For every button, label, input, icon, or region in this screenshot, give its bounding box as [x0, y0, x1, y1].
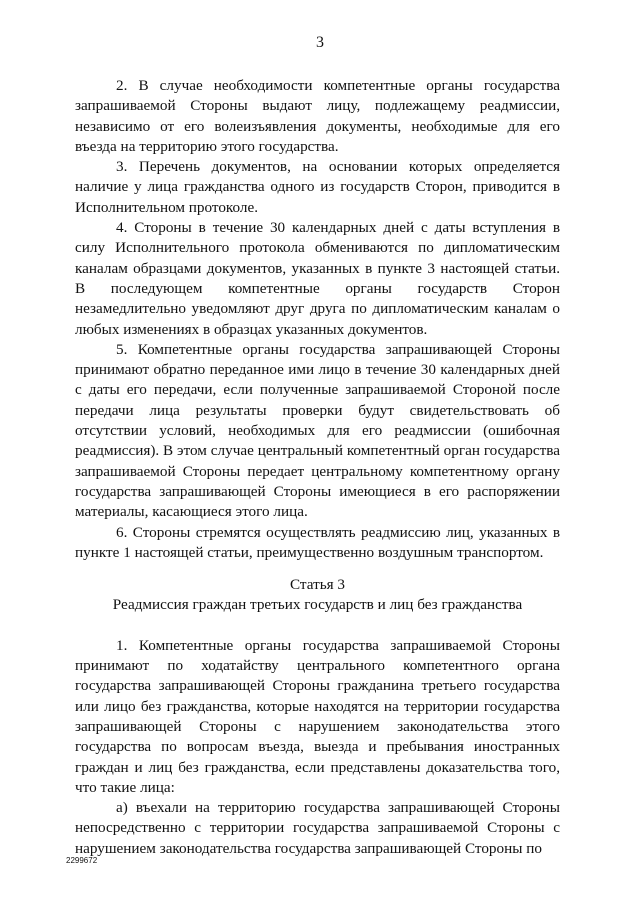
document-body: [75, 76, 560, 859]
article3-paragraph-1: 1. Компетентные органы государства запрашиваемой Стороны принимают по ходатайству центрального компетентного органа государства запрашивающей Стороны гражданина третьего государства или лицо без гражданства, которые находятся на территории государства запрашивающей Стороны с нарушением законодательства этого государства по вопросам въезда, выезда и пребывания иностранных граждан и лиц без гражданства, если представлены доказательства того, что такие лица:: [75, 636, 560, 796]
article3-title: Реадмиссия граждан третьих государств и лиц без гражданства: [112, 596, 523, 614]
article2-paragraph-4: 4. Стороны в течение 30 календарных дней с даты вступления в силу Исполнительного протокола обмениваются по дипломатическим каналам образцами документов, указанных в пункте 3 настоящей статьи. В последующем компетентные органы государств Сторон незамедлительно уведомляют друг друга по дипломатическим каналам о любых изменениях в образцах указанных документов.: [75, 219, 560, 338]
page-number: 3: [316, 34, 324, 51]
article3-heading: Статья 3: [289, 576, 346, 594]
article2-paragraph-3: 3. Перечень документов, на основании которых определяется наличие у лица гражданства одного из государств Сторон, приводится в Исполнительном протоколе.: [75, 158, 560, 216]
document-code: 2299672: [66, 856, 98, 865]
article3-subparagraph-a: а) въехали на территорию государства запрашивающей Стороны непосредственно с территории государства запрашиваемой Стороны с нарушением законодательства государства запрашивающей Стороны по: [75, 799, 560, 857]
article2-paragraph-6: 6. Стороны стремятся осуществлять реадмиссию лиц, указанных в пункте 1 настоящей статьи, преимущественно воздушным транспортом.: [75, 523, 560, 561]
article2-paragraph-5: 5. Компетентные органы государства запрашивающей Стороны принимают обратно переданное ими лицо в течение 30 календарных дней с даты его передачи, если полученные запрашиваемой Стороной после передачи лица результаты проверки будут свидетельствовать об отсутствии условий, необходимых для его реадмиссии (ошибочная реадмиссия). В этом случае центральный компетентный орган государства запрашиваемой Стороны передает центральному компетентному органу государства запрашивающей Стороны имеющиеся в его распоряжении материалы, касающиеся этого лица.: [75, 340, 560, 521]
article2-paragraph-2: 2. В случае необходимости компетентные органы государства запрашиваемой Стороны выдают лицу, подлежащему реадмиссии, независимо от его волеизъявления документы, необходимые для его въезда на территорию этого государства.: [75, 77, 560, 155]
